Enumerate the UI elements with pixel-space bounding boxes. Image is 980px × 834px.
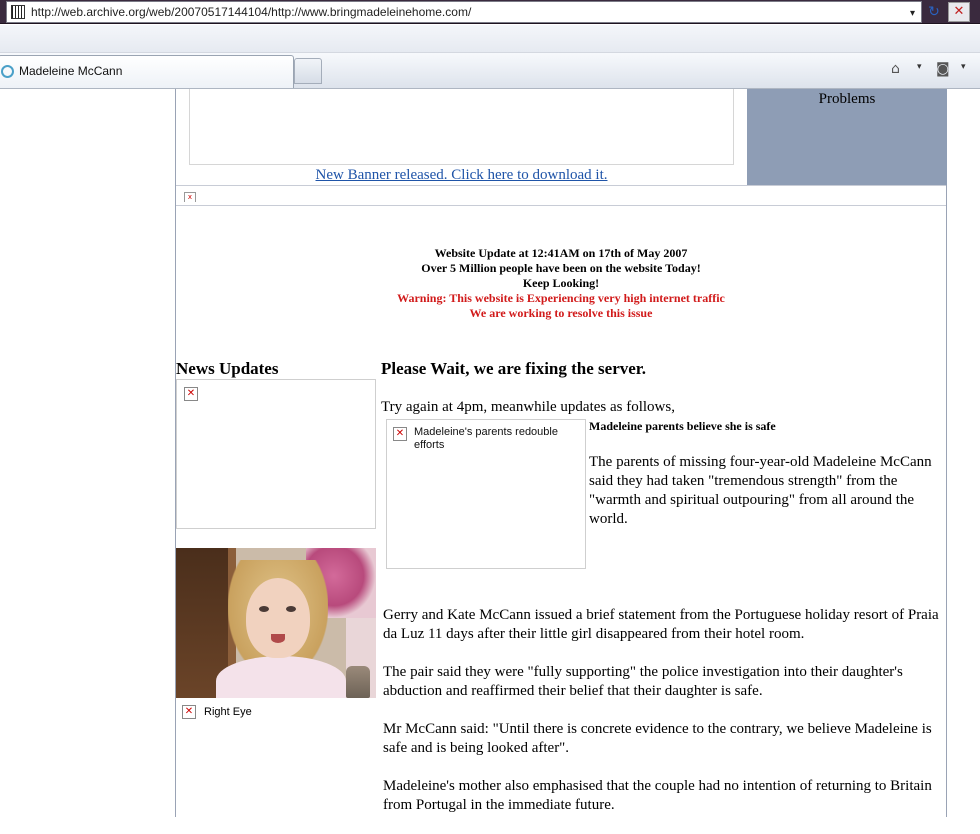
side-panel-text: Problems	[818, 91, 876, 107]
new-banner-link[interactable]: New Banner released. Click here to download it.	[315, 167, 608, 183]
address-dropdown-icon[interactable]: ▾	[909, 8, 915, 19]
toolbar-strip	[0, 25, 980, 53]
story-paragraph: The pair said they were "fully supporting" the police investigation into their daughter's abduction and reaffirmed their belief that their daughter is safe.	[383, 664, 903, 699]
news-updates-heading: News Updates	[176, 359, 279, 378]
url-text: http://web.archive.org/web/20070517144104/http://www.bringmadeleinehome.com/	[31, 5, 472, 19]
broken-image-icon: x	[184, 192, 196, 202]
tab-title: Madeleine McCann	[19, 64, 123, 78]
home-dropdown-icon[interactable]: ▾	[917, 62, 922, 72]
broken-image-icon: ✕	[182, 705, 196, 719]
feed-dropdown-icon[interactable]: ▾	[961, 62, 966, 72]
broken-image-icon: ✕	[184, 387, 198, 401]
page-content	[175, 89, 947, 817]
story-headline: Madeleine parents believe she is safe	[589, 419, 776, 433]
url-field[interactable]	[6, 1, 922, 23]
warning-line-2: We are working to resolve this issue	[469, 306, 653, 320]
update-line-3: Keep Looking!	[522, 276, 600, 290]
story-intro: The parents of missing four-year-old Madeleine McCann said they had taken "tremendous strength" from the "warmth and spiritual outpouring" from all around the world.	[589, 454, 932, 527]
right-eye-caption: Right Eye	[204, 706, 252, 718]
banner-area	[189, 89, 734, 165]
warning-line-1: Warning: This website is Experiencing very high internet traffic	[397, 291, 725, 305]
loading-icon	[1, 65, 14, 78]
stop-icon[interactable]: ✕	[948, 2, 970, 22]
address-bar	[0, 0, 980, 24]
home-icon[interactable]: ⌂	[891, 61, 900, 77]
rss-feed-icon[interactable]: ◙	[936, 61, 950, 77]
divider-strip	[176, 185, 946, 206]
tab-madeleine-mccann[interactable]	[0, 55, 294, 88]
update-line-2: Over 5 Million people have been on the website Today!	[421, 261, 701, 275]
tab-bar	[0, 53, 980, 89]
news-image-box	[176, 379, 376, 529]
try-again-text: Try again at 4pm, meanwhile updates as follows,	[381, 399, 675, 415]
main-heading: Please Wait, we are fixing the server.	[381, 359, 647, 378]
new-tab-button[interactable]	[294, 58, 322, 84]
story-image-box	[386, 419, 586, 569]
refresh-icon[interactable]: ↻	[928, 4, 940, 20]
story-paragraph: Madeleine's mother also emphasised that the couple had no intention of returning to Britain from Portugal in the immediate future.	[383, 778, 932, 813]
page-icon	[11, 5, 25, 19]
broken-image-icon: ✕	[393, 427, 407, 441]
update-line-1: Website Update at 12:41AM on 17th of May 2007	[434, 246, 688, 260]
story-paragraph: Gerry and Kate McCann issued a brief statement from the Portuguese holiday resort of Praia da Luz 11 days after their little girl disappeared from their hotel room.	[383, 607, 939, 642]
story-image-alt: Madeleine's parents redouble efforts	[414, 426, 558, 451]
story-body	[383, 606, 943, 834]
website-update-notice	[176, 246, 946, 321]
story-paragraph: Mr McCann said: "Until there is concrete evidence to the contrary, we believe Madeleine is safe and is being looked after".	[383, 721, 932, 756]
side-panel	[747, 89, 947, 185]
madeleine-photo	[176, 548, 376, 698]
